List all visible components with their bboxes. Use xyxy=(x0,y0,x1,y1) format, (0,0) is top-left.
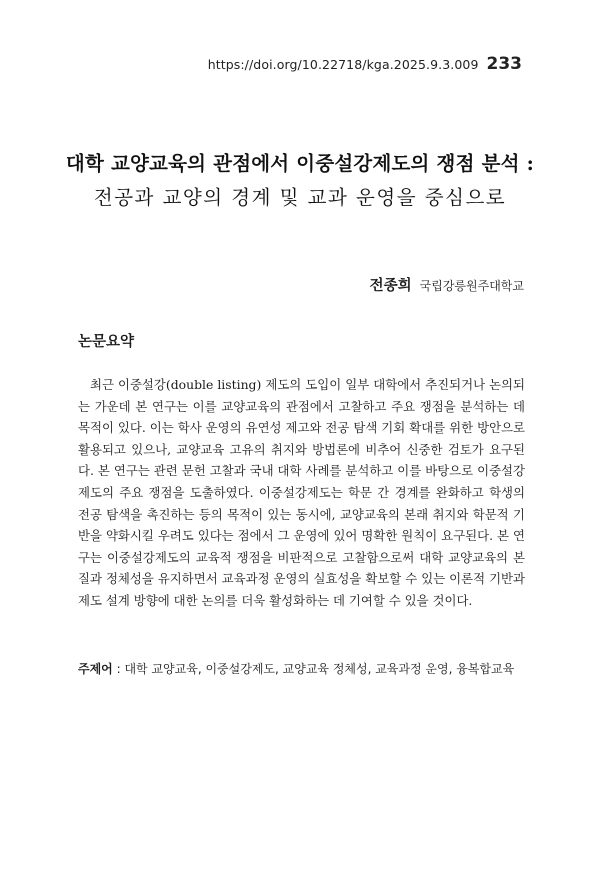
title-block xyxy=(0,148,600,210)
running-header xyxy=(208,54,522,74)
keywords-label: 주제어 xyxy=(78,662,113,676)
keywords-separator: : xyxy=(112,662,125,676)
keywords-list: 대학 교양교육, 이중설강제도, 교양교육 정체성, 교육과정 운영, 융복합교육 xyxy=(124,662,515,676)
abstract-heading: 논문요약 xyxy=(78,334,135,350)
doi-link[interactable]: https://doi.org/10.22718/kga.2025.9.3.009 xyxy=(207,57,479,72)
author-affiliation: 국립강릉원주대학교 xyxy=(419,279,524,293)
page-number: 233 xyxy=(486,54,522,74)
author-line xyxy=(370,274,524,295)
keywords-line xyxy=(78,660,525,677)
paper-subtitle: 전공과 교양의 경계 및 교과 운영을 중심으로 xyxy=(93,186,507,209)
paper-title: 대학 교양교육의 관점에서 이중설강제도의 쟁점 분석 : xyxy=(65,152,535,175)
author-name: 전종희 xyxy=(369,278,412,294)
abstract-body: 최근 이중설강(double listing) 제도의 도입이 일부 대학에서 추진되거나 논의되는 가운데 본 연구는 이를 교양교육의 관점에서 고찰하고 주요 쟁점을 분석하는 데 목적이 있다. 이는 학사 운영의 유연성 제고와 전공 탐색 기회 확대를 위한 방안으로 활용되고 있으나, 교양교육 고유의 취지와 방법론에 비추어 신중한 검토가 요구된다. 본 연구는 관련 문헌 고찰과 국내 대학 사례를 분석하고 이를 바탕으로 이중설강제도의 주요 쟁점을 도출하였다. 이중설강제도는 학문 간 경계를 완화하고 학생의 전공 탐색을 촉진하는 등의 목적이 있는 동시에, 교양교육의 본래 취지와 학문적 기반을 약화시킬 우려도 있다는 점에서 그 운영에 있어 명확한 원칙이 요구된다. 본 연구는 이중설강제도의 교육적 쟁점을 비판적으로 고찰함으로써 대학 교양교육의 본질과 정체성을 유지하면서 교육과정 운영의 실효성을 확보할 수 있는 이론적 기반과 제도 설계 방향에 대한 논의를 더욱 활성화하는 데 기여할 수 있을 것이다. xyxy=(78,377,525,608)
